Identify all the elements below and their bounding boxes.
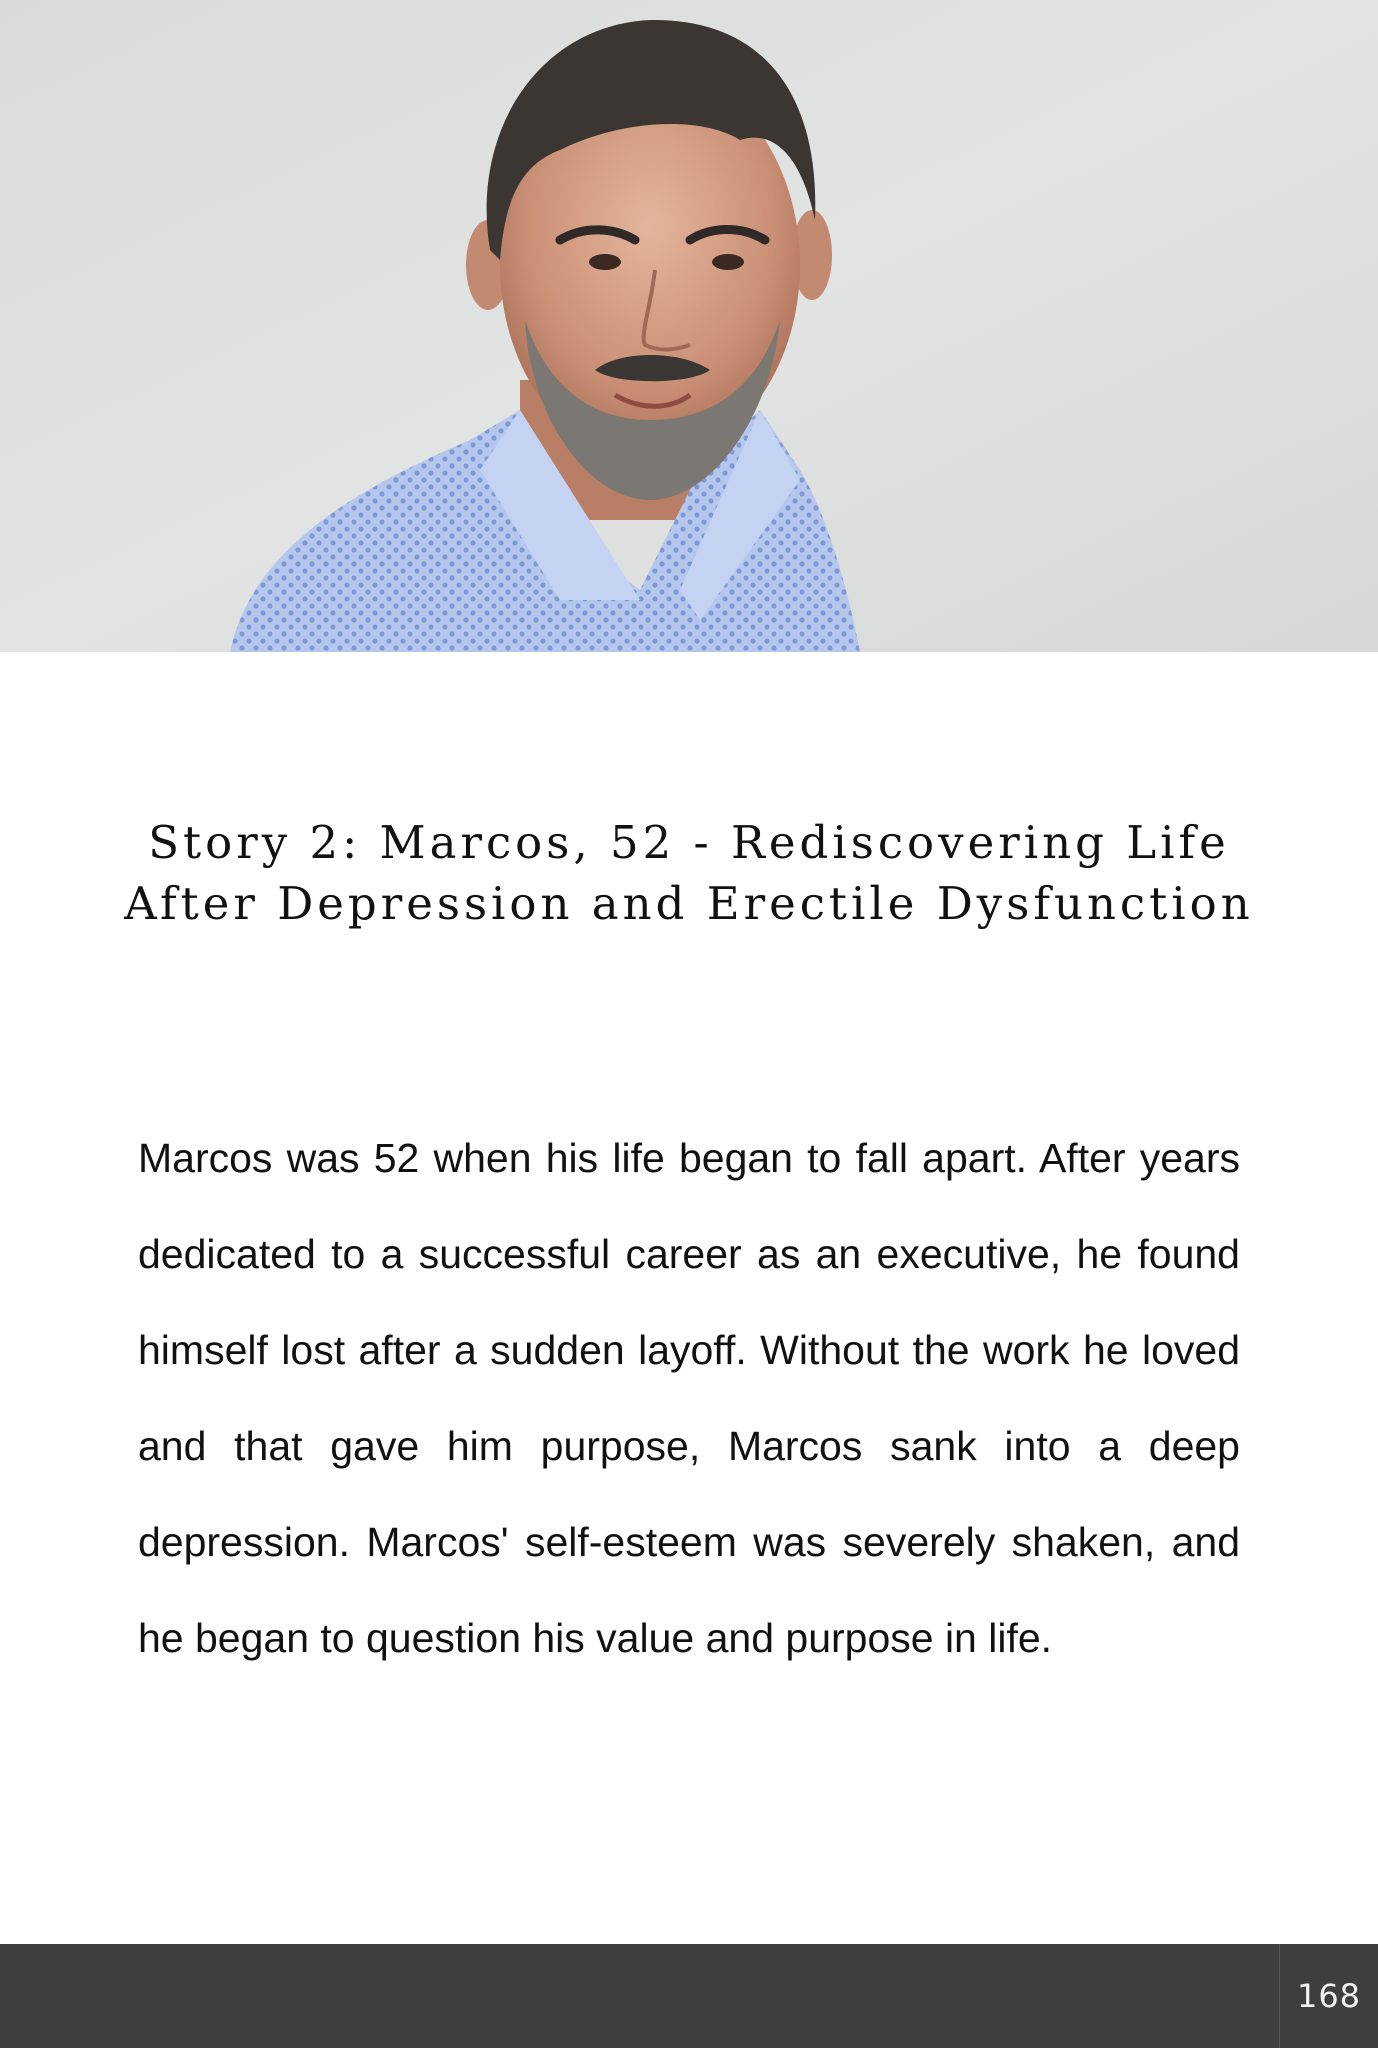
portrait-photo — [0, 0, 1378, 652]
story-title-line-1: Story 2: Marcos, 52 - Rediscovering Life — [148, 816, 1230, 869]
page-number-box — [1279, 1944, 1378, 2048]
portrait-photo-icon — [0, 0, 1378, 652]
page-footer — [0, 1944, 1378, 2048]
story-title-line-2: After Depression and Erectile Dysfunction — [124, 877, 1254, 930]
story-paragraph: Marcos was 52 when his life began to fall apart. After years dedicated to a successful career as an executive, he found himself lost after a sudden layoff. Without the work he loved and that gave him purpose, Marcos sank into a deep depression. Marcos' self-esteem was severely shaken, and he began to question his value and purpose in life. — [138, 1135, 1240, 1661]
page-number: 168 — [1296, 1977, 1362, 2015]
story-title — [0, 812, 1378, 934]
